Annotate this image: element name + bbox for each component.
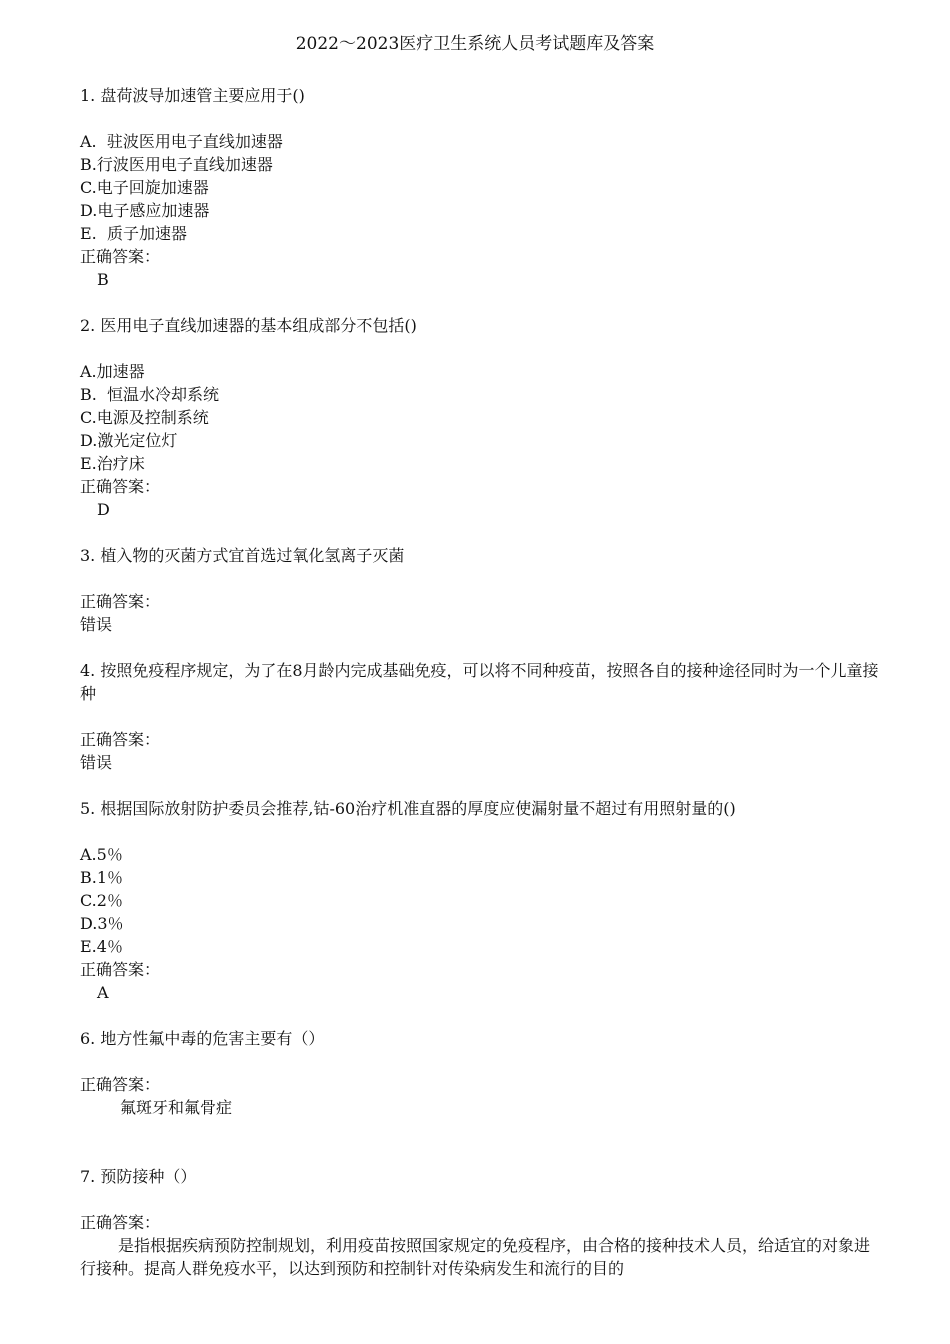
option-e: E. 质子加速器	[80, 224, 187, 243]
answer-value: 错误	[80, 753, 113, 772]
option-c: C.电子回旋加速器	[80, 178, 209, 197]
option-a: A. 驻波医用电子直线加速器	[80, 132, 283, 151]
question-1	[80, 84, 880, 291]
question-3	[80, 544, 880, 636]
answer-label: 正确答案：	[80, 960, 161, 979]
question-stem: 7. 预防接种（）	[80, 1167, 197, 1186]
answer-value: 是指根据疾病预防控制规划，利用疫苗按照国家规定的免疫程序，由合格的接种技术人员，给适宜的对象进行接种。提高人群免疫水平，以达到预防和控制针对传染病发生和流行的目的	[80, 1236, 871, 1278]
answer-label: 正确答案：	[80, 730, 161, 749]
answer-value: D	[97, 500, 110, 519]
option-b: B. 恒温水冷却系统	[80, 385, 220, 404]
answer-value: A	[97, 983, 109, 1002]
question-stem: 6. 地方性氟中毒的危害主要有（）	[80, 1029, 325, 1048]
question-6	[80, 1027, 880, 1119]
page-title: 2022～2023医疗卫生系统人员考试题库及答案	[295, 34, 655, 54]
option-d: D.电子感应加速器	[80, 201, 210, 220]
answer-label: 正确答案：	[80, 247, 161, 266]
question-5	[80, 797, 880, 1004]
answer-value: 错误	[80, 615, 113, 634]
option-e: E.治疗床	[80, 454, 145, 473]
option-c: C.电源及控制系统	[80, 408, 209, 427]
answer-value: 氟斑牙和氟骨症	[120, 1098, 233, 1117]
question-stem: 5. 根据国际放射防护委员会推荐,钴-60治疗机准直器的厚度应使漏射量不超过有用照射量的()	[80, 799, 736, 818]
question-stem: 1. 盘荷波导加速管主要应用于()	[80, 86, 305, 105]
option-b: B.1％	[80, 868, 124, 887]
answer-label: 正确答案：	[80, 477, 161, 496]
option-e: E.4％	[80, 937, 123, 956]
question-stem: 4. 按照免疫程序规定，为了在8月龄内完成基础免疫，可以将不同种疫苗，按照各自的接种途径同时为一个儿童接种	[80, 661, 879, 703]
answer-label: 正确答案：	[80, 592, 161, 611]
option-d: D.激光定位灯	[80, 431, 178, 450]
question-stem: 2. 医用电子直线加速器的基本组成部分不包括()	[80, 316, 417, 335]
option-a: A.5％	[80, 845, 123, 864]
option-c: C.2％	[80, 891, 123, 910]
option-b: B.行波医用电子直线加速器	[80, 155, 273, 174]
question-2	[80, 314, 880, 521]
question-list	[80, 84, 880, 1280]
option-a: A.加速器	[80, 362, 145, 381]
question-7	[80, 1165, 880, 1280]
answer-label: 正确答案：	[80, 1075, 161, 1094]
answer-value: B	[97, 270, 109, 289]
answer-label: 正确答案：	[80, 1213, 161, 1232]
question-4	[80, 659, 880, 774]
question-stem: 3. 植入物的灭菌方式宜首选过氧化氢离子灭菌	[80, 546, 405, 565]
option-d: D.3％	[80, 914, 124, 933]
